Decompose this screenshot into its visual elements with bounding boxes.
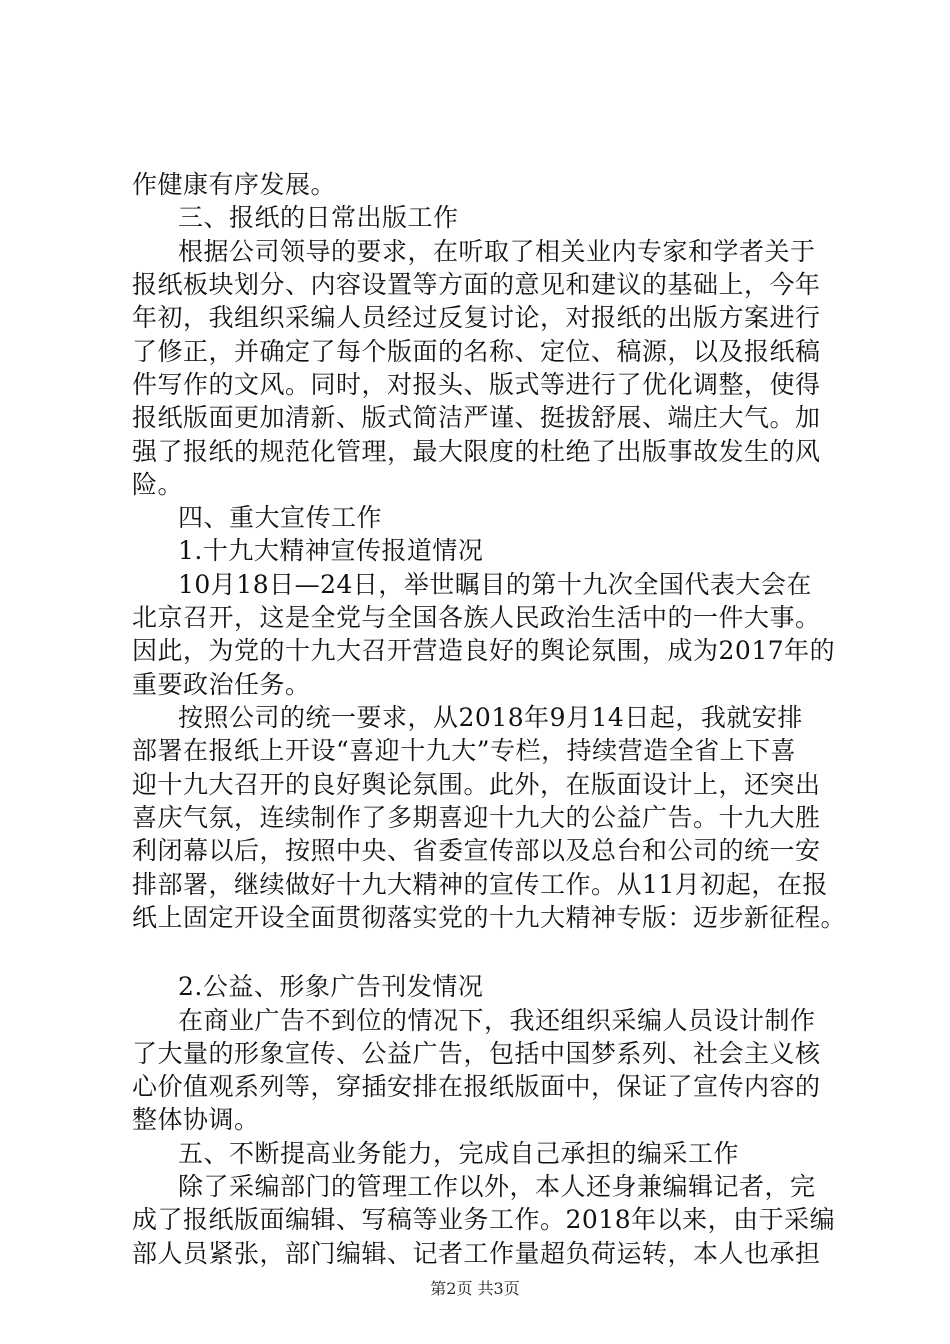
text-line: 心价值观系列等，穿插安排在报纸版面中，保证了宣传内容的 — [132, 1072, 821, 1102]
text-line: 喜庆气氛，连续制作了多期喜迎十九大的公益广告。十九大胜 — [132, 802, 821, 832]
text-line: 纸上固定开设全面贯彻落实党的十九大精神专版：迈步新征程。 — [132, 902, 847, 932]
text-line: 因此，为党的十九大召开营造良好的舆论氛围，成为2017年的 — [132, 636, 836, 666]
text-line: 10月18日—24日，举世瞩目的第十九次全国代表大会在 — [178, 569, 812, 599]
text-line: 重要政治任务。 — [132, 669, 311, 699]
text-line: 年初，我组织采编人员经过反复讨论，对报纸的出版方案进行 — [132, 303, 821, 333]
text-line: 报纸版面更加清新、版式简洁严谨、挺拔舒展、端庄大气。加 — [132, 403, 821, 433]
text-line: 整体协调。 — [132, 1105, 260, 1135]
text-line: 部人员紧张，部门编辑、记者工作量超负荷运转，本人也承担 — [132, 1238, 821, 1268]
text-line: 部署在报纸上开设“喜迎十九大”专栏，持续营造全省上下喜 — [132, 736, 797, 766]
text-line: 成了报纸版面编辑、写稿等业务工作。2018年以来，由于采编 — [132, 1205, 836, 1235]
subsection-heading: 2.公益、形象广告刊发情况 — [178, 972, 484, 1002]
subsection-heading: 1.十九大精神宣传报道情况 — [178, 536, 484, 566]
text-line: 件写作的文风。同时，对报头、版式等进行了优化调整，使得 — [132, 369, 821, 399]
page-footer: 第2页 共3页 — [430, 1279, 520, 1298]
text-line: 按照公司的统一要求，从2018年9月14日起，我就安排 — [178, 703, 803, 732]
text-line: 作健康有序发展。 — [132, 170, 337, 199]
text-line: 北京召开，这是全党与全国各族人民政治生活中的一件大事。 — [132, 603, 821, 633]
text-line: 强了报纸的规范化管理，最大限度的杜绝了出版事故发生的风 — [132, 436, 821, 466]
section-heading: 三、报纸的日常出版工作 — [178, 203, 459, 233]
text-line: 根据公司领导的要求，在听取了相关业内专家和学者关于 — [178, 236, 816, 266]
text-line: 在商业广告不到位的情况下，我还组织采编人员设计制作 — [178, 1005, 816, 1035]
text-line: 除了采编部门的管理工作以外，本人还身兼编辑记者，完 — [178, 1172, 816, 1202]
text-line: 排部署，继续做好十九大精神的宣传工作。从11月初起，在报 — [132, 869, 828, 899]
text-line: 了修正，并确定了每个版面的名称、定位、稿源，以及报纸稿 — [132, 336, 821, 366]
section-heading: 四、重大宣传工作 — [178, 503, 383, 533]
section-heading: 五、不断提高业务能力，完成自己承担的编采工作 — [178, 1138, 740, 1168]
text-line: 利闭幕以后，按照中央、省委宣传部以及总台和公司的统一安 — [132, 836, 821, 866]
text-line: 迎十九大召开的良好舆论氛围。此外，在版面设计上，还突出 — [132, 769, 821, 799]
text-line: 了大量的形象宣传、公益广告，包括中国梦系列、社会主义核 — [132, 1038, 821, 1068]
text-line: 报纸板块划分、内容设置等方面的意见和建议的基础上，今年 — [132, 269, 821, 299]
text-line: 险。 — [132, 469, 184, 499]
